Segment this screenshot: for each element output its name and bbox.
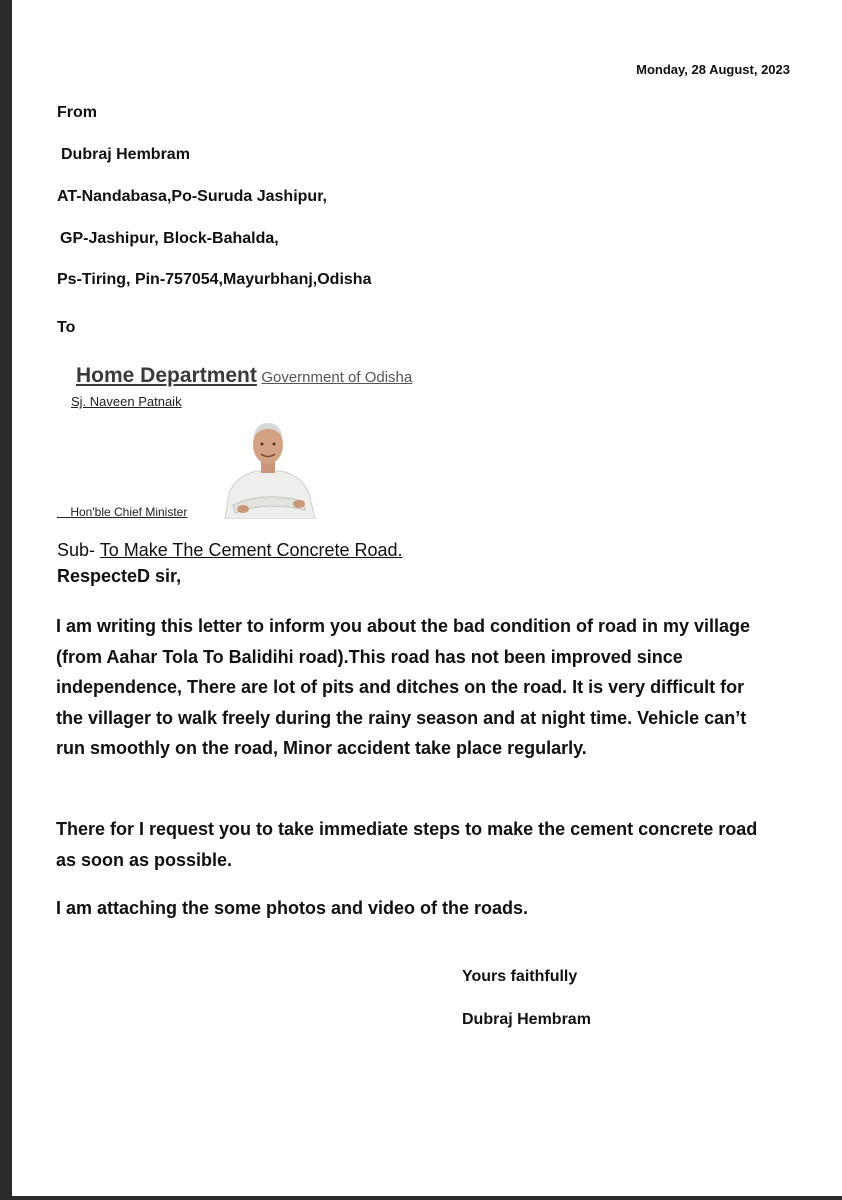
recipient-heading xyxy=(76,364,412,388)
sender-address-line-1: AT-Nandabasa,Po-Suruda Jashipur, xyxy=(57,188,327,205)
government-name: Government of Odisha xyxy=(261,369,413,386)
sender-name: Dubraj Hembram xyxy=(61,146,190,163)
body-paragraph-1: I am writing this letter to inform you about the bad condition of road in my village (from Aahar Tola To Balidihi road).This road has not been improved since independence, There are lot of pits and ditches on the road. It is very difficult for the villager to walk freely during the rainy season and at night time. Vehicle can’t run smoothly on the road, Minor accident take place regularly. xyxy=(56,616,751,758)
sender-address-line-3: Ps-Tiring, Pin-757054,Mayurbhanj,Odisha xyxy=(57,271,372,288)
body-paragraph-3: I am attaching the some photos and video of the roads. xyxy=(56,898,529,918)
letter-date: Monday, 28 August, 2023 xyxy=(636,62,790,77)
salutation: RespecteD sir, xyxy=(57,566,182,586)
body-paragraph-2: There for I request you to take immediate steps to make the cement concrete road as soon as possible. xyxy=(56,819,758,870)
subject-text: To Make The Cement Concrete Road. xyxy=(99,540,403,560)
department-name: Home Department xyxy=(76,364,257,387)
chief-minister-photo xyxy=(215,413,323,519)
recipient-role xyxy=(57,505,187,519)
to-label: To xyxy=(57,319,76,336)
signature: Dubraj Hembram xyxy=(462,1011,591,1028)
closing: Yours faithfully xyxy=(462,968,578,985)
subject-prefix: Sub- xyxy=(57,540,96,560)
subject-line xyxy=(57,540,403,561)
recipient-role-text: Hon'ble Chief Minister xyxy=(70,505,188,519)
sender-address-line-2: GP-Jashipur, Block-Bahalda, xyxy=(60,230,279,247)
from-label: From xyxy=(57,104,97,121)
recipient-name: Sj. Naveen Patnaik xyxy=(71,394,182,409)
letter-page xyxy=(12,0,842,1196)
